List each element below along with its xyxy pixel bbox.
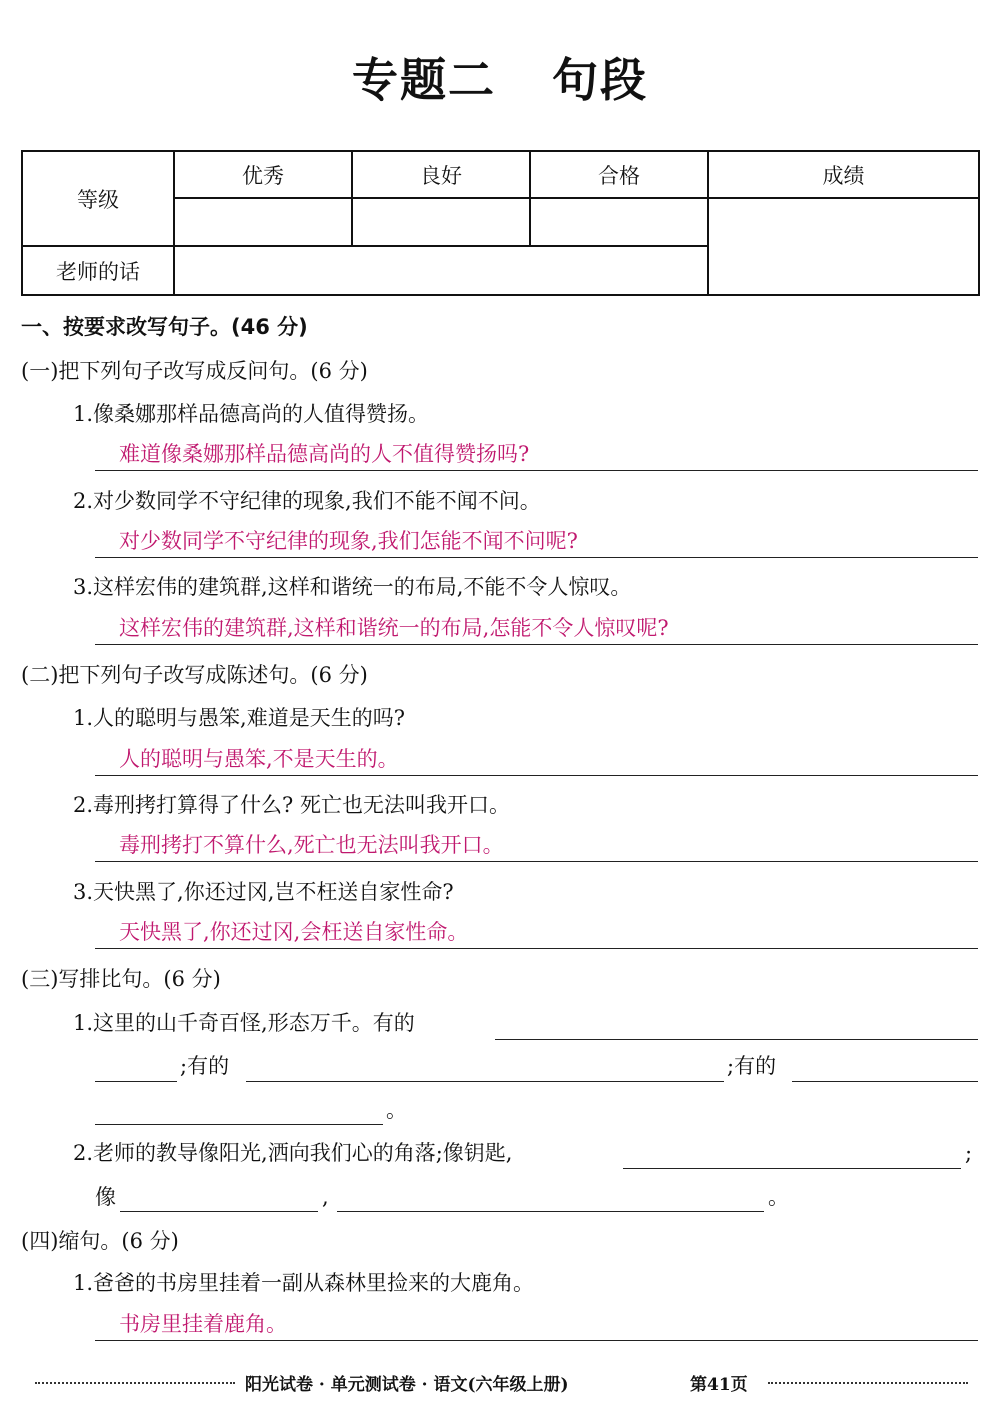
title-topic: 专题二 (352, 53, 496, 107)
grade-row-label: 等级 (22, 151, 174, 246)
page-title (0, 44, 1000, 110)
grade-cell-good[interactable] (352, 198, 530, 246)
answer-line[interactable] (95, 743, 978, 776)
grade-col-excellent: 优秀 (174, 151, 352, 198)
fill-blank[interactable] (495, 1038, 978, 1040)
part2-answer-1: 人的聪明与愚笨,不是天生的。 (119, 747, 399, 771)
part3-q1-end: 。 (386, 1098, 407, 1122)
fill-blank[interactable] (337, 1210, 764, 1212)
answer-line[interactable] (95, 916, 978, 949)
section-heading: 一、按要求改写句子。(46 分) (21, 315, 308, 339)
part2-question-3: 3.天快黑了,你还过冈,岂不枉送自家性命? (73, 880, 454, 904)
part4-answer-1: 书房里挂着鹿角。 (119, 1312, 287, 1336)
page-footer (0, 1370, 1000, 1400)
answer-line[interactable] (95, 438, 978, 471)
part1-question-2: 2.对少数同学不守纪律的现象,我们不能不闻不问。 (73, 489, 541, 513)
grade-table (21, 150, 980, 296)
part2-answer-2: 毒刑拷打不算什么,死亡也无法叫我开口。 (119, 833, 504, 857)
part4-question-1: 1.爸爸的书房里挂着一副从森林里捡来的大鹿角。 (73, 1271, 535, 1295)
grade-col-good: 良好 (352, 151, 530, 198)
answer-line[interactable] (95, 829, 978, 862)
part3-q2-semicolon: ; (965, 1141, 973, 1165)
footer-divider (35, 1382, 235, 1384)
answer-line[interactable] (95, 1308, 978, 1341)
fill-blank[interactable] (623, 1167, 961, 1169)
grade-cell-pass[interactable] (530, 198, 708, 246)
part1-heading: (一)把下列句子改写成反问句。(6 分) (21, 359, 368, 383)
part1-answer-2: 对少数同学不守纪律的现象,我们怎能不闻不问呢? (119, 529, 578, 553)
grade-col-score: 成绩 (708, 151, 979, 198)
part3-q1-separator: ;有的 (180, 1054, 230, 1078)
part4-heading: (四)缩句。(6 分) (21, 1229, 179, 1253)
part1-answer-1: 难道像桑娜那样品德高尚的人不值得赞扬吗? (119, 442, 530, 466)
answer-line[interactable] (95, 525, 978, 558)
footer-book-title: 阳光试卷 · 单元测试卷 · 语文(六年级上册) (245, 1375, 569, 1395)
fill-blank[interactable] (246, 1080, 724, 1082)
fill-blank[interactable] (95, 1123, 383, 1125)
part2-question-2: 2.毒刑拷打算得了什么? 死亡也无法叫我开口。 (73, 793, 510, 817)
page-number: 第41页 (690, 1375, 748, 1395)
answer-line[interactable] (95, 612, 978, 645)
part2-answer-3: 天快黑了,你还过冈,会枉送自家性命。 (119, 920, 469, 944)
part3-heading: (三)写排比句。(6 分) (21, 967, 221, 991)
fill-blank[interactable] (792, 1080, 978, 1082)
fill-blank[interactable] (120, 1210, 318, 1212)
teacher-comment-cell[interactable] (174, 246, 708, 295)
part1-question-1: 1.像桑娜那样品德高尚的人值得赞扬。 (73, 402, 430, 426)
part2-question-1: 1.人的聪明与愚笨,难道是天生的吗? (73, 706, 405, 730)
teacher-comment-label: 老师的话 (22, 246, 174, 295)
part3-q2-comma: , (322, 1185, 329, 1209)
part1-question-3: 3.这样宏伟的建筑群,这样和谐统一的布局,不能不令人惊叹。 (73, 575, 632, 599)
title-subject: 句段 (552, 53, 648, 107)
part2-heading: (二)把下列句子改写成陈述句。(6 分) (21, 663, 368, 687)
grade-col-pass: 合格 (530, 151, 708, 198)
part3-q2-end: 。 (768, 1185, 789, 1209)
part3-q2-like: 像 (95, 1185, 116, 1209)
score-cell[interactable] (708, 198, 979, 295)
part3-question-1: 1.这里的山千奇百怪,形态万千。有的 (73, 1011, 415, 1035)
part3-question-2: 2.老师的教导像阳光,洒向我们心的角落;像钥匙, (73, 1141, 513, 1165)
grade-cell-excellent[interactable] (174, 198, 352, 246)
part1-answer-3: 这样宏伟的建筑群,这样和谐统一的布局,怎能不令人惊叹呢? (119, 616, 669, 640)
fill-blank[interactable] (95, 1080, 177, 1082)
part3-q1-separator: ;有的 (727, 1054, 777, 1078)
footer-divider (768, 1382, 968, 1384)
